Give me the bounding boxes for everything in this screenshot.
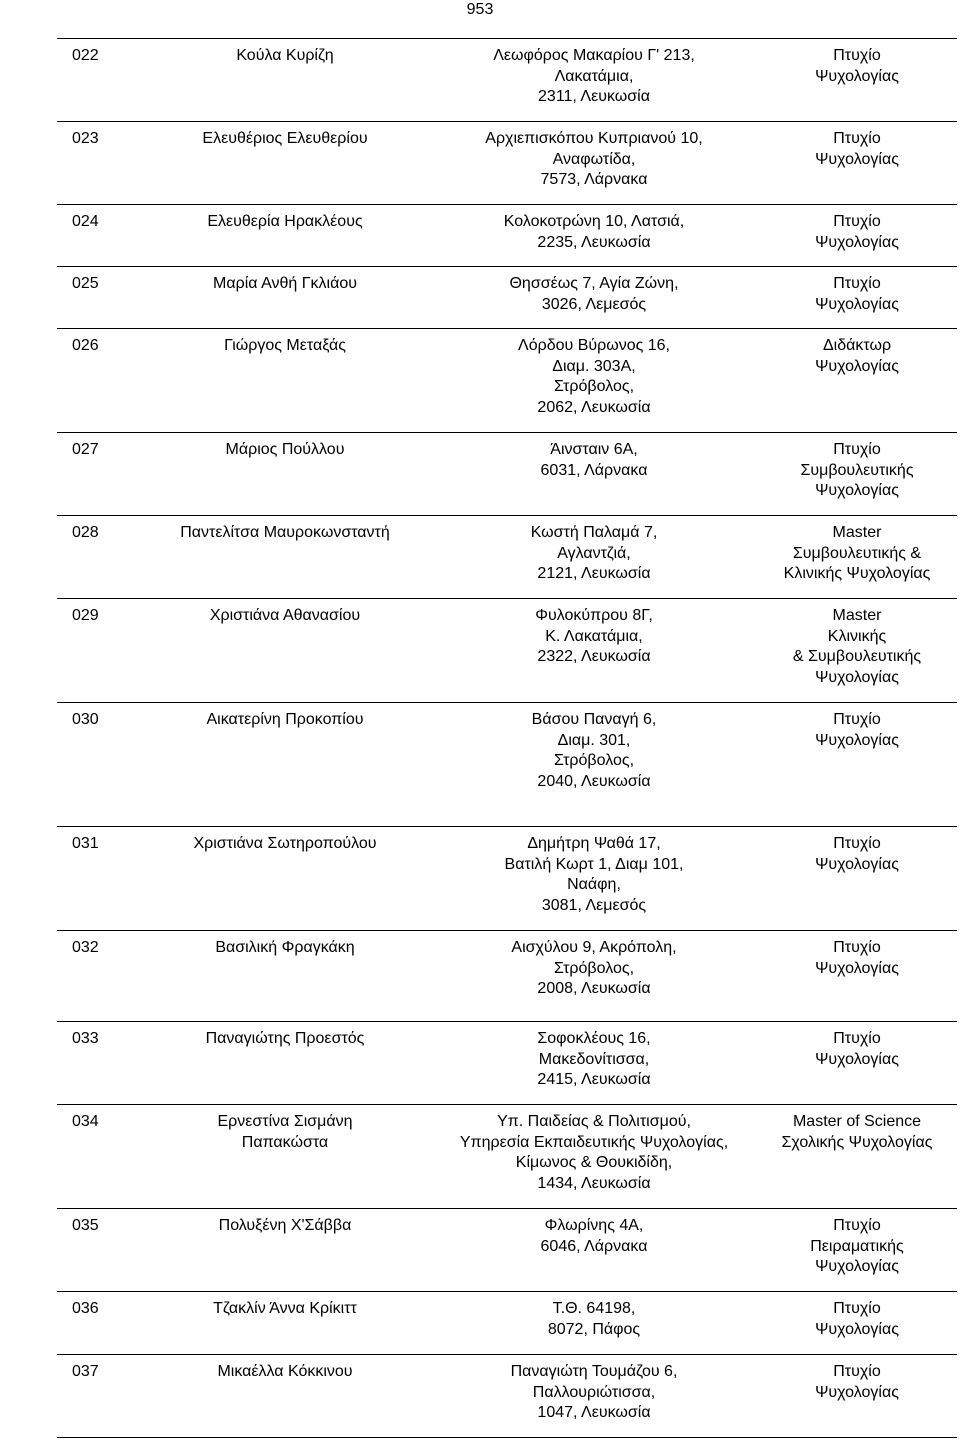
table-row (57, 1355, 957, 1438)
row-address: Λόρδου Βύρωνος 16, Διαμ. 303Α, Στρόβολος, 2062, Λευκωσία (518, 337, 670, 416)
row-code: 026 (72, 337, 99, 354)
row-address: Δημήτρη Ψαθά 17, Βατιλή Κωρτ 1, Διαμ 101, Ναάφη, 3081, Λεμεσός (504, 835, 684, 914)
row-address: Φλωρίνης 4Α, 6046, Λάρνακα (540, 1217, 648, 1255)
row-degree: Master Κλινικής & Συμβουλευτικής Ψυχολογίας (792, 607, 922, 686)
row-degree: Πτυχίο Ψυχολογίας (815, 939, 899, 977)
table-row (57, 1292, 957, 1355)
row-address: Φυλοκύπρου 8Γ, Κ. Λακατάμια, 2322, Λευκωσία (535, 607, 653, 666)
row-name: Μικαέλλα Κόκκινου (217, 1363, 353, 1380)
row-name: Ελευθερία Ηρακλέους (207, 213, 363, 230)
row-name: Πολυξένη Χ'Σάββα (218, 1217, 352, 1234)
row-address: Τ.Θ. 64198, 8072, Πάφος (547, 1300, 641, 1338)
row-degree: Πτυχίο Ψυχολογίας (815, 130, 899, 168)
row-name: Μαρία Ανθή Γκλιάου (213, 275, 357, 292)
row-degree: Πτυχίο Ψυχολογίας (815, 1300, 899, 1338)
row-code: 036 (72, 1300, 99, 1317)
table-row (57, 1022, 957, 1105)
table-row (57, 599, 957, 703)
row-code: 023 (72, 130, 99, 147)
row-degree: Διδάκτωρ Ψυχολογίας (815, 337, 899, 375)
row-name: Χριστιάνα Σωτηροπούλου (193, 835, 377, 852)
row-address: Θησσέως 7, Αγία Ζώνη, 3026, Λεμεσός (509, 275, 679, 313)
row-degree: Πτυχίο Ψυχολογίας (815, 1030, 899, 1068)
row-code: 030 (72, 711, 99, 728)
row-degree: Πτυχίο Ψυχολογίας (815, 213, 899, 251)
row-degree: Master of Science Σχολικής Ψυχολογίας (781, 1113, 933, 1151)
row-address: Αρχιεπισκόπου Κυπριανού 10, Αναφωτίδα, 7573, Λάρνακα (485, 130, 703, 189)
table-row (57, 703, 957, 827)
table-row (57, 205, 957, 267)
row-degree: Πτυχίο Ψυχολογίας (815, 835, 899, 873)
row-degree: Πτυχίο Ψυχολογίας (815, 47, 899, 85)
row-address: Σοφοκλέους 16, Μακεδονίτισσα, 2415, Λευκωσία (537, 1030, 651, 1089)
table-row (57, 827, 957, 931)
row-code: 031 (72, 835, 99, 852)
row-address: Λεωφόρος Μακαρίου Γ' 213, Λακατάμια, 2311, Λευκωσία (493, 47, 695, 106)
table-row (57, 433, 957, 516)
row-address: Βάσου Παναγή 6, Διαμ. 301, Στρόβολος, 2040, Λευκωσία (531, 711, 657, 790)
row-degree: Master Συμβουλευτικής & Κλινικής Ψυχολογίας (783, 524, 931, 583)
row-address: Αισχύλου 9, Ακρόπολη, Στρόβολος, 2008, Λευκωσία (511, 939, 677, 998)
row-degree: Πτυχίο Ψυχολογίας (815, 275, 899, 313)
row-address: Κολοκοτρώνη 10, Λατσιά, 2235, Λευκωσία (503, 213, 685, 251)
row-name: Ερνεστίνα Σισμάνη Παπακώστα (217, 1113, 353, 1151)
row-name: Παντελίτσα Μαυροκωνσταντή (180, 524, 390, 541)
row-code: 035 (72, 1217, 99, 1234)
row-name: Χριστιάνα Αθανασίου (209, 607, 361, 624)
row-name: Γιώργος Μεταξάς (224, 337, 346, 354)
row-code: 033 (72, 1030, 99, 1047)
row-code: 029 (72, 607, 99, 624)
row-code: 027 (72, 441, 99, 458)
row-code: 034 (72, 1113, 99, 1130)
table-row (57, 931, 957, 1022)
row-code: 025 (72, 275, 99, 292)
row-degree: Πτυχίο Ψυχολογίας (815, 1363, 899, 1401)
row-degree: Πτυχίο Συμβουλευτικής Ψυχολογίας (800, 441, 914, 500)
row-code: 024 (72, 213, 99, 230)
table-row (57, 516, 957, 599)
row-name: Κούλα Κυρίζη (236, 47, 334, 64)
row-code: 037 (72, 1363, 99, 1380)
table-row (57, 267, 957, 329)
row-name: Τζακλίν Άννα Κρίκιττ (213, 1300, 357, 1317)
row-degree: Πτυχίο Πειραματικής Ψυχολογίας (810, 1217, 904, 1276)
table-row (57, 1105, 957, 1209)
row-name: Παναγιώτης Προεστός (205, 1030, 365, 1047)
registry-table (57, 38, 957, 1438)
row-name: Βασιλική Φραγκάκη (215, 939, 355, 956)
row-code: 032 (72, 939, 99, 956)
table-row (57, 1209, 957, 1292)
table-row (57, 329, 957, 433)
table-row (57, 122, 957, 205)
row-address: Κωστή Παλαμά 7, Αγλαντζιά, 2121, Λευκωσία (530, 524, 658, 583)
row-name: Μάριος Πούλλου (225, 441, 345, 458)
row-code: 028 (72, 524, 99, 541)
page-number: 953 (466, 1, 494, 18)
row-code: 022 (72, 47, 99, 64)
table-row (57, 39, 957, 122)
row-address: Υπ. Παιδείας & Πολιτισμού, Υπηρεσία Εκπαιδευτικής Ψυχολογίας, Κίμωνος & Θουκιδίδη, 1434, Λευκωσία (459, 1113, 729, 1192)
row-name: Ελευθέριος Ελευθερίου (202, 130, 368, 147)
row-degree: Πτυχίο Ψυχολογίας (815, 711, 899, 749)
row-address: Άινσταιν 6Α, 6031, Λάρνακα (540, 441, 648, 479)
row-address: Παναγιώτη Τουμάζου 6, Παλλουριώτισσα, 1047, Λευκωσία (510, 1363, 678, 1422)
row-name: Αικατερίνη Προκοπίου (206, 711, 364, 728)
